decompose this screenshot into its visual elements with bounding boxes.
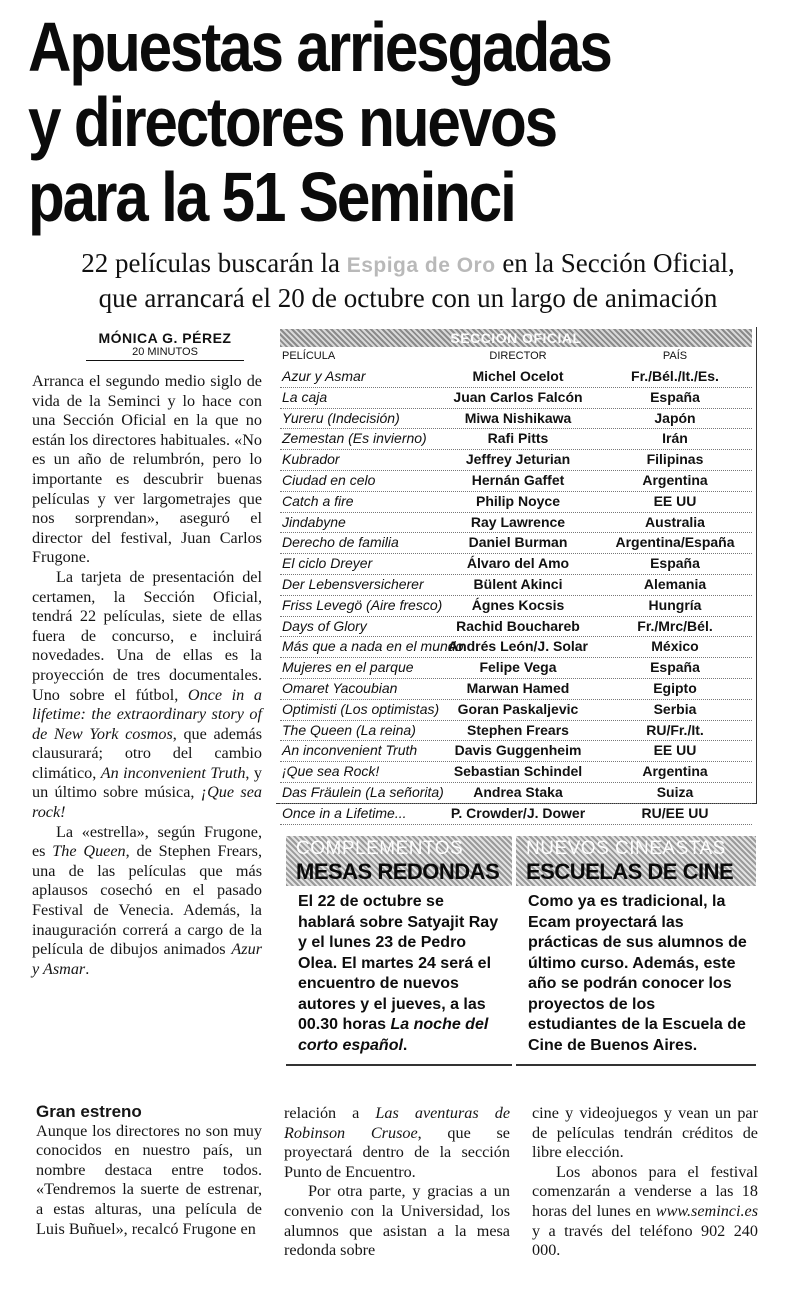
box-kicker: COMPLEMENTOS [296,838,464,859]
italic-title: An inconvenient Truth [100,763,246,782]
film-title: Omaret Yacoubian [282,679,398,696]
film-title: Once in a Lifetime... [282,804,407,821]
film-title: Das Fräulein (La señorita) [282,783,444,800]
director-name: Michel Ocelot [472,368,564,384]
director-name: Miwa Nishikawa [464,409,572,426]
film-title: Ciudad en celo [282,471,376,488]
italic-title: The Queen [52,842,126,861]
left-column-lower [36,1102,262,1239]
text: y a través del teléfono 902 240 000. [532,1221,758,1260]
italic-title: Las aventuras de Robinson Crusoe [284,1104,511,1142]
director-name: Ray Lawrence [470,513,566,530]
table-row [280,367,752,388]
text: , que además clausurará; otro del cambio climático, [32,724,262,782]
country-name: Hungría [648,596,702,613]
table-row [280,388,752,409]
country-name: EE UU [653,492,697,509]
film-title: ¡Que sea Rock! [282,763,380,780]
country-name: Argentina [642,471,708,488]
country-name: Alemania [643,575,707,592]
country-name: Serbia [653,700,697,717]
box-body [286,886,512,1066]
text: Los abonos para el festival comenzarán a venderse a las 18 horas del lunes en [532,1162,758,1220]
italic-title: La noche del corto español [298,1016,489,1054]
box-mesas-redondas [286,836,512,1066]
film-title: La caja [282,388,328,405]
right-column [532,1104,758,1261]
country-name: Argentina/España [615,534,735,551]
paragraph: Aunque los directores no son muy conocidos en nuestro país, un nombre destaca entre todos. «Tendremos la suerte de estrenar, a estas alturas, una película de Luis Buñuel», recalcó Frugone en [36,1121,262,1238]
country-name: España [650,388,700,405]
paragraph [32,823,262,980]
table-row [280,492,752,513]
country-name: RU/EE UU [641,804,709,821]
film-title: Kubrador [282,451,340,468]
country-name: Fr./Bél./It./Es. [631,368,719,384]
film-title: Azur y Asmar [282,368,366,384]
paragraph [284,1104,510,1182]
country-name: RU/Fr./It. [646,721,704,738]
country-name: Australia [645,513,705,530]
italic-title: Once in a lifetime: the extraordinary story of de New York cosmos [32,685,262,743]
film-title: The Queen (La reina) [282,721,416,738]
byline [86,330,244,361]
film-title: An inconvenient Truth [282,742,418,759]
text: . [85,959,90,978]
paragraph: Por otra parte, y gracias a un convenio con la Universidad, los alumnos que asistan a la mesa redonda sobre [284,1182,510,1260]
text: El 22 de octubre se hablará sobre Satyajit Ray y el lunes 23 de Pedro Olea. El martes 24 será el encuentro de nuevos autores y el jueves, a las 00.30 horas [298,893,499,1033]
byline-outlet: 20 MINUTOS [86,346,244,361]
table-row [280,429,752,450]
headline-line-1: Apuestas arriesgadas [28,8,611,86]
table-row [280,783,752,804]
film-title: Days of Glory [282,617,367,634]
country-name: Irán [662,430,688,447]
director-name: Felipe Vega [479,659,557,676]
country-name: Egipto [653,679,697,696]
table-row [280,741,752,762]
text: , que se proyectará dentro de la sección Punto de Encuentro. [284,1123,510,1181]
byline-author: MÓNICA G. PÉREZ [98,330,232,346]
director-name: Hernán Gaffet [471,471,565,488]
left-column [32,372,262,979]
deck-text: en la Sección Oficial, [495,248,735,278]
box-title: MESAS REDONDAS [296,859,500,884]
subhead: Gran estreno [36,1102,142,1121]
text: , y un último sobre música, [32,763,263,802]
table-row [280,637,752,658]
deck-text: 22 películas buscarán la [81,248,347,278]
box-body: Como ya es tradicional, la Ecam proyectará las prácticas de sus alumnos de último curso. Además, este año se podrán conocer los proyectos de los estudiantes de la Escuela de Cine de Buenos Aires. [516,886,756,1066]
film-title: Der Lebensversicherer [282,575,424,592]
director-name: Rafi Pitts [487,430,549,447]
paragraph: cine y videojuegos y vean un par de películas tendrán créditos de libre elección. [532,1104,758,1162]
seccion-oficial-table [276,327,757,821]
text: La «estrella», según Frugone, es [32,822,262,861]
film-title: Zemestan (Es invierno) [282,430,427,447]
box-header [516,836,756,886]
headline-line-3: para la 51 Seminci [28,158,515,236]
director-name: Rachid Bouchareb [456,617,580,634]
country-name: España [650,555,700,572]
director-name: P. Crowder/J. Dower [450,804,586,821]
table-title-bar [280,329,752,347]
director-name: Philip Noyce [475,492,561,509]
deck [28,247,788,314]
director-name: Bülent Akinci [473,575,563,592]
director-name: Stephen Frears [467,721,569,738]
table-row [280,596,752,617]
film-title: Derecho de familia [282,534,399,551]
director-name: Goran Paskaljevic [457,700,579,717]
website-link: www.seminci.es [655,1201,758,1220]
box-title: ESCUELAS DE CINE [526,859,734,884]
table-title: SECCIÓN OFICIAL [450,330,582,346]
box-escuelas-de-cine [516,836,756,1066]
director-name: Davis Guggenheim [454,742,582,759]
table-row [280,721,752,742]
film-title: Friss Levegö (Aire fresco) [282,596,443,613]
country-name: Japón [654,409,696,426]
column-header-director: DIRECTOR [489,350,547,362]
italic-title: Azur y Asmar [32,940,262,978]
director-name: Marwan Hamed [466,679,570,696]
country-name: Suiza [656,783,694,800]
deck-line-1 [28,247,788,282]
paragraph: Arranca el segundo medio siglo de vida de la Seminci y lo hace con una Sección Oficial en la que no están los directores habituales. «No es un año de relumbrón, pero lo importante es descubrir buenas películas y ver largometrajes que nos sorprendan», aseguró el director del festival, Juan Carlos Frugone. [32,372,262,567]
paragraph [532,1163,758,1261]
table-row [280,513,752,534]
table-row [280,471,752,492]
text: , de Stephen Frears, una de las películas que más aplausos cosechó en el pasado Festival de Venecia. Además, la inauguración correrá a cargo de la película de dibujos animados [32,842,263,959]
director-name: Sebastian Schindel [453,763,583,780]
table-body [280,367,752,825]
table-row [280,554,752,575]
paragraph [32,568,262,823]
text: relación a [284,1104,376,1122]
director-name: Juan Carlos Falcón [453,388,583,405]
table-row [280,575,752,596]
italic-title: ¡Que sea rock! [32,783,262,822]
table-row [280,804,752,825]
text: La tarjeta de presentación del certamen, la Sección Oficial, tendrá 22 películas, siete de ellas fuera de concurso, e incluirá novedades. Una de ellas es la proyección de tres documentales. Uno sobre el fútbol, [32,567,262,704]
director-name: Ágnes Kocsis [471,596,565,613]
table-row [280,762,752,783]
director-name: Jeffrey Jeturian [465,451,571,468]
film-title: Más que a nada en el mundo [282,638,464,655]
director-name: Andrés León/J. Solar [447,638,589,655]
table-row [280,617,752,638]
country-name: México [651,638,699,655]
headline-line-2: y directores nuevos [28,83,556,161]
country-name: Argentina [642,763,708,780]
film-title: El ciclo Dreyer [282,555,373,572]
table-row [280,533,752,554]
country-name: Fr./Mrc/Bél. [637,617,713,634]
director-name: Andrea Staka [473,783,563,800]
table-row [280,409,752,430]
country-name: EE UU [653,742,697,759]
box-kicker: NUEVOS CINEASTAS [526,838,726,859]
table-row [280,679,752,700]
film-title: Mujeres en el parque [282,659,414,676]
headline [28,10,682,235]
text: . [402,1036,408,1054]
film-title: Jindabyne [282,513,346,530]
table-row [280,700,752,721]
deck-line-2: que arrancará el 20 de octubre con un largo de animación [98,283,718,313]
middle-column [284,1104,510,1261]
deck-highlight: Espiga de Oro [346,254,496,277]
table-row [280,658,752,679]
table-header-row [280,349,752,365]
film-title: Yureru (Indecisión) [282,409,400,426]
country-name: España [650,659,700,676]
director-name: Daniel Burman [468,534,568,551]
box-header [286,836,512,886]
director-name: Álvaro del Amo [466,555,570,572]
column-header-country: PAÍS [662,350,688,362]
table-row [280,450,752,471]
film-title: Optimisti (Los optimistas) [282,700,440,717]
column-header-film: PELÍCULA [282,350,336,362]
country-name: Filipinas [646,451,704,468]
film-title: Catch a fire [282,492,354,509]
